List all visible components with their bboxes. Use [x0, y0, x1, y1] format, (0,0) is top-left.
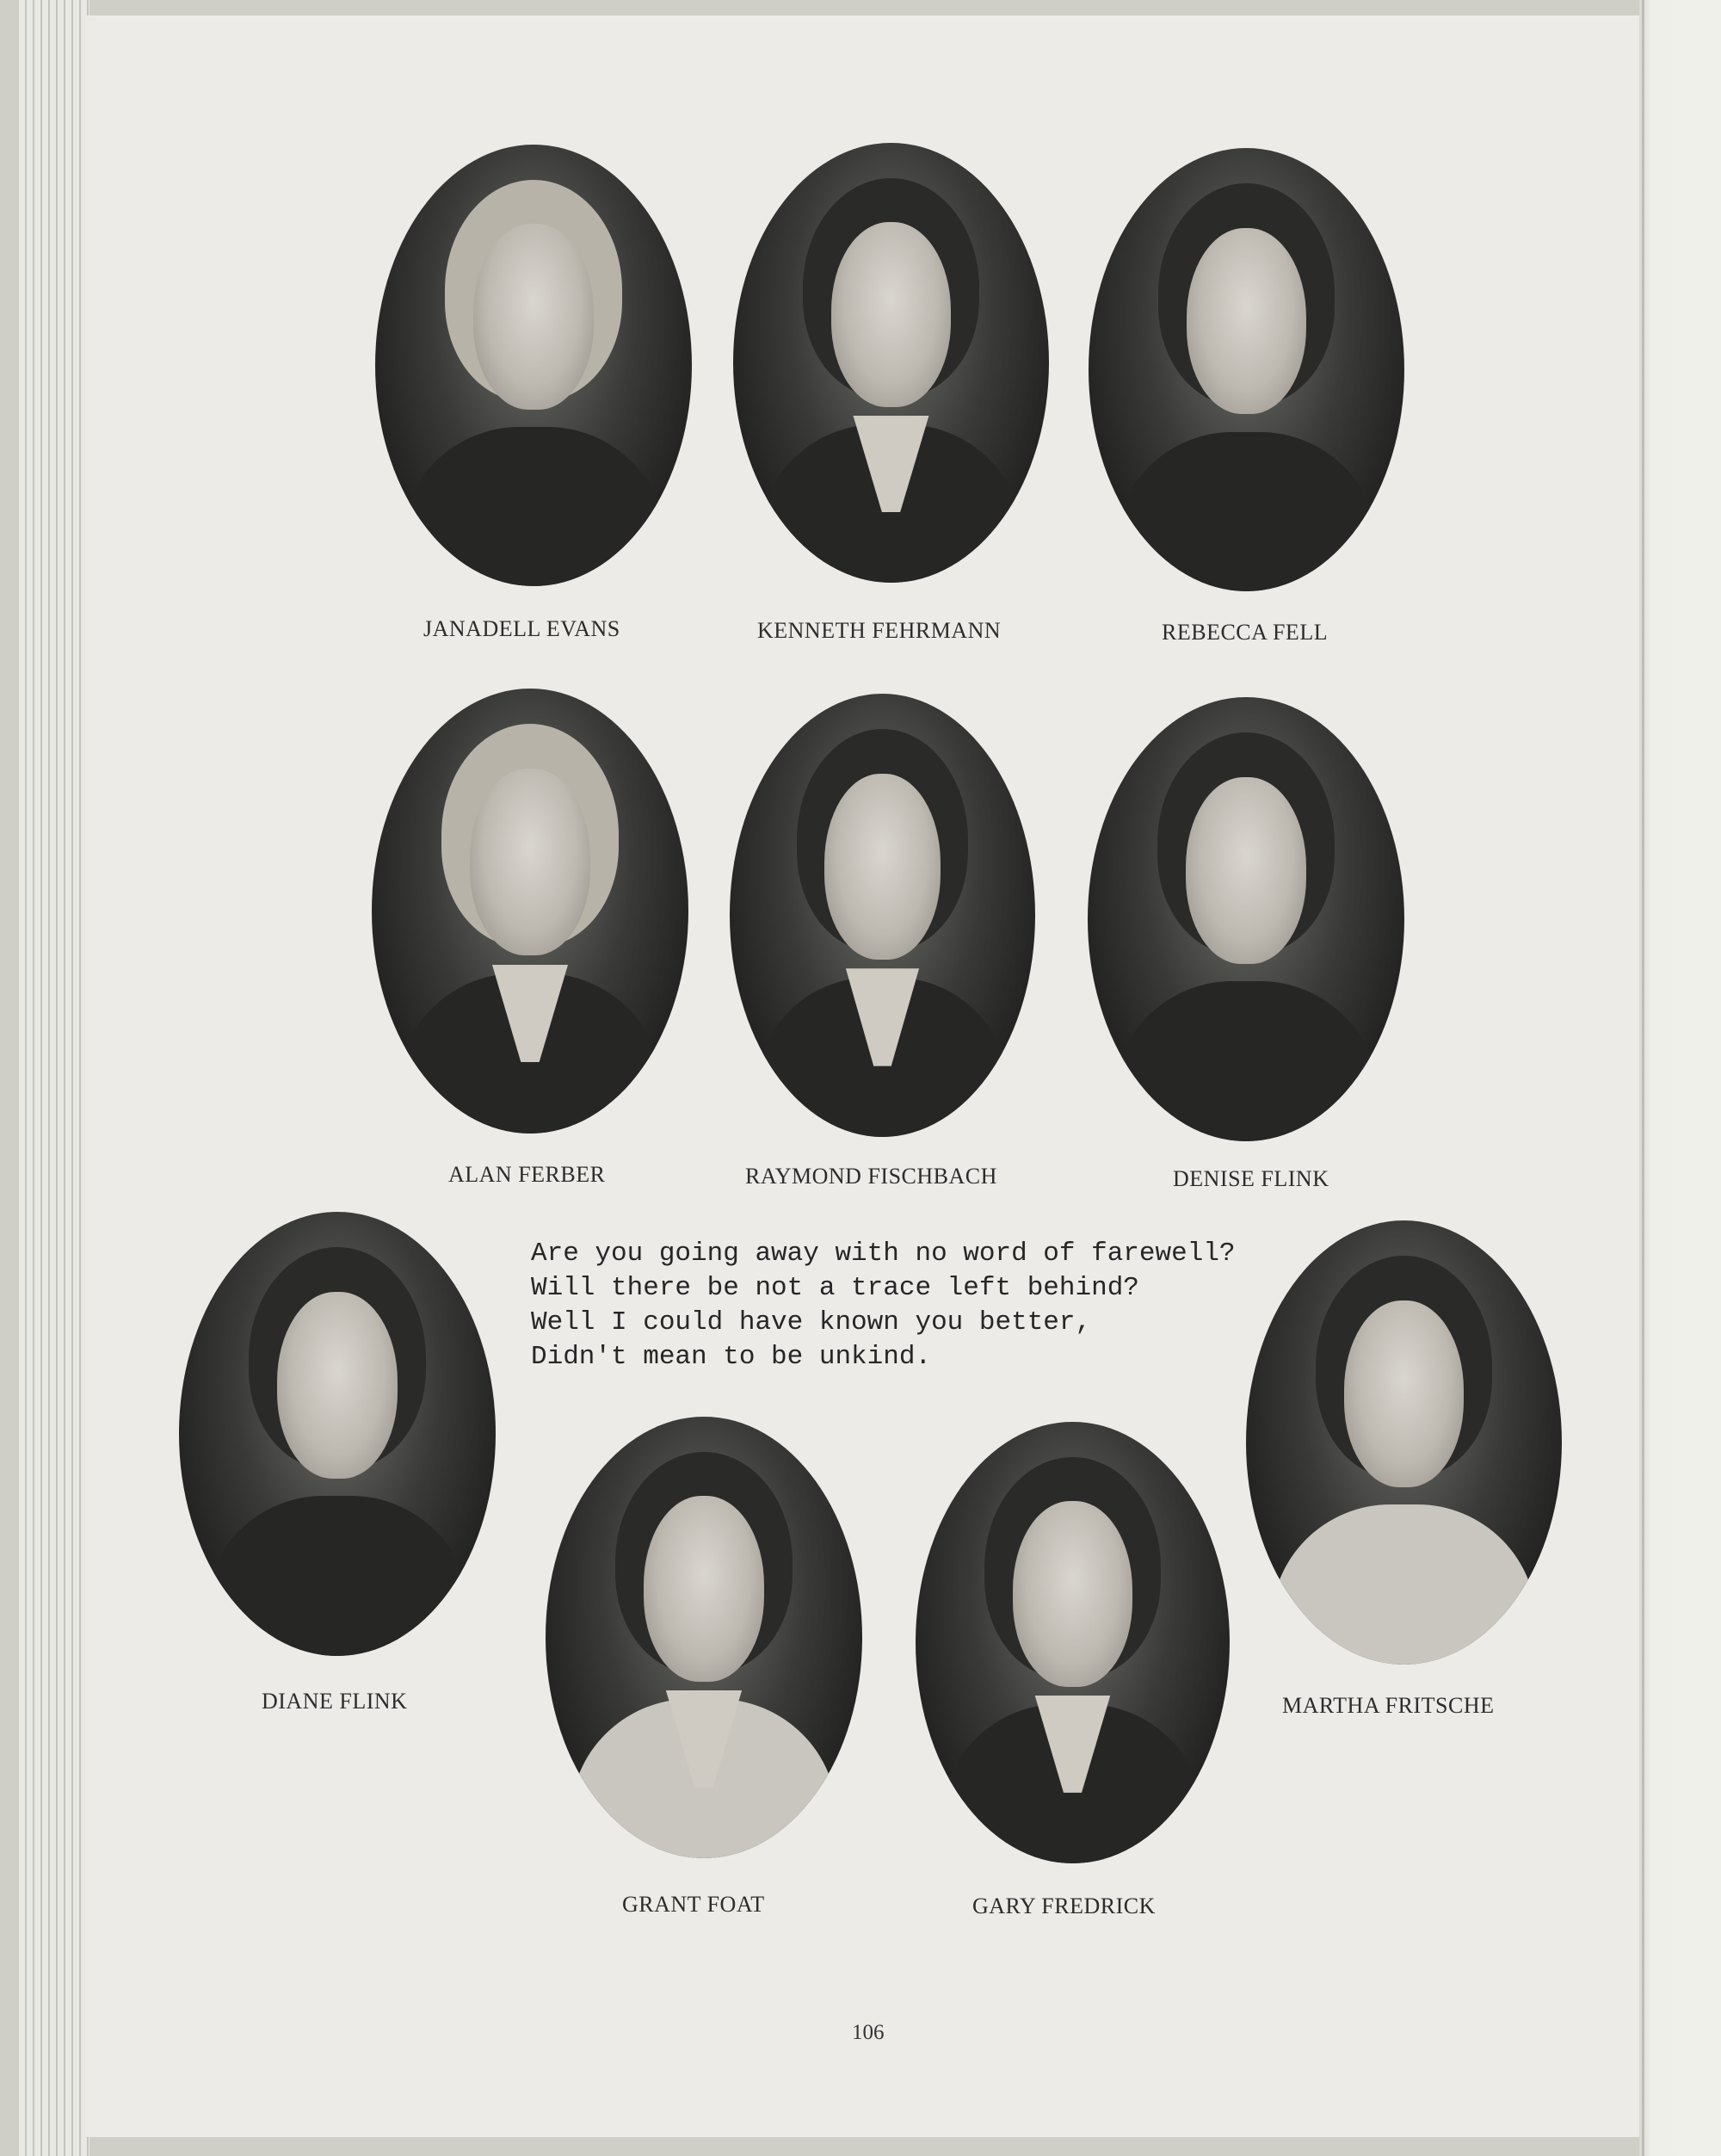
- portrait-photo: [1088, 697, 1404, 1141]
- portrait-photo: [372, 689, 688, 1134]
- portrait-name: MARTHA FRITSCHE: [1282, 1693, 1495, 1718]
- portrait-photo: [730, 694, 1035, 1137]
- portrait-photo: [375, 145, 692, 586]
- portrait-name: DENISE FLINK: [1173, 1166, 1329, 1191]
- portrait-photo: [179, 1212, 496, 1656]
- portrait-name: ALAN FERBER: [448, 1162, 606, 1187]
- farewell-verse: [531, 1237, 1236, 1375]
- binding-fold: [1642, 0, 1644, 2156]
- verse-line: Are you going away with no word of farewell?: [531, 1239, 1236, 1269]
- verse-line: Well I could have known you better,: [531, 1307, 1092, 1337]
- page-number: 106: [852, 2021, 885, 2044]
- portrait-name: JANADELL EVANS: [423, 616, 620, 641]
- portrait-name: RAYMOND FISCHBACH: [745, 1164, 997, 1189]
- portrait-name: GRANT FOAT: [622, 1892, 765, 1917]
- verse-line: Didn't mean to be unkind.: [531, 1342, 932, 1372]
- portrait-photo: [916, 1422, 1230, 1863]
- facing-page: [1639, 0, 1721, 2156]
- page-stack-edge: [19, 0, 89, 2156]
- portrait-name: REBECCA FELL: [1162, 620, 1329, 645]
- portrait-photo: [546, 1417, 862, 1858]
- portrait-photo: [1089, 148, 1404, 591]
- portrait-photo: [1246, 1220, 1562, 1665]
- verse-line: Will there be not a trace left behind?: [531, 1273, 1139, 1303]
- portrait-photo: [733, 143, 1049, 583]
- portrait-name: GARY FREDRICK: [972, 1893, 1156, 1918]
- portrait-name: DIANE FLINK: [262, 1689, 408, 1714]
- portrait-name: KENNETH FEHRMANN: [757, 618, 1002, 643]
